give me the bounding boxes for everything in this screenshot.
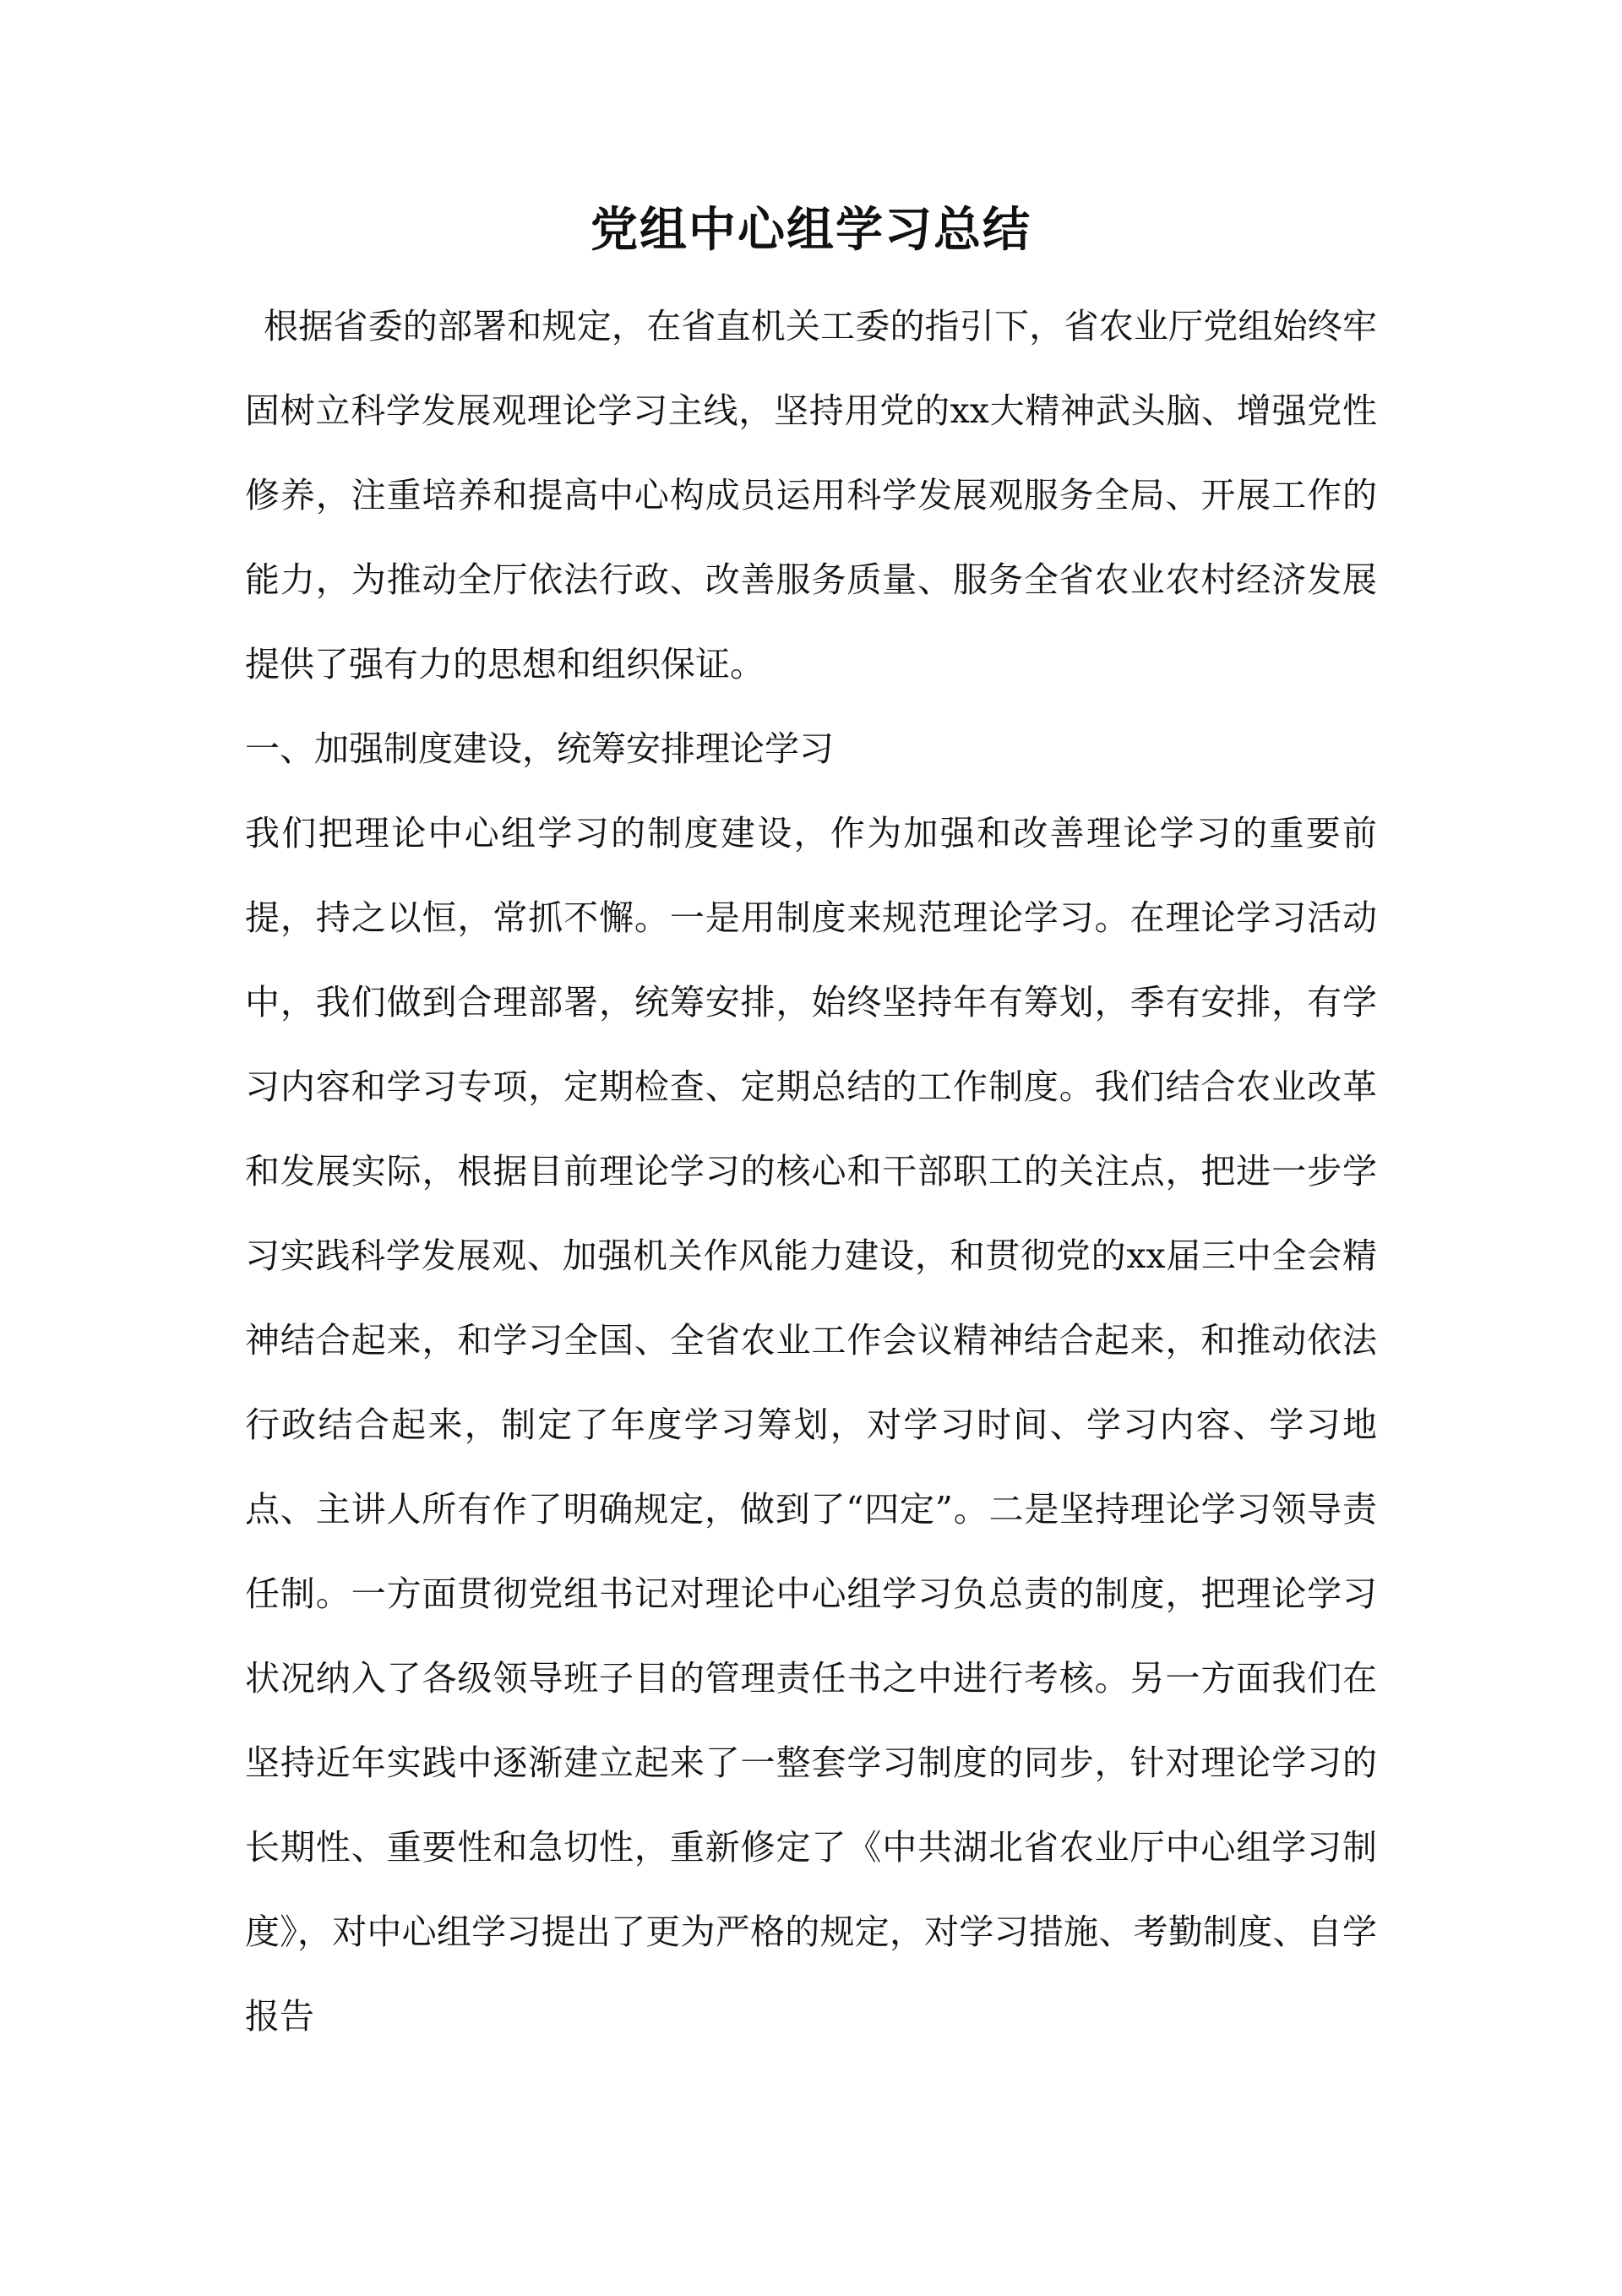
section-heading: 一、加强制度建设，统筹安排理论学习 — [245, 728, 834, 769]
section-paragraph: 我们把理论中心组学习的制度建设，作为加强和改善理论学习的重要前提，持之以恒，常抓不懈。一是用制度来规范理论学习。在理论学习活动中，我们做到合理部署，统筹安排，始终坚持年有筹划，季有安排，有学习内容和学习专项，定期检查、定期总结的工作制度。我们结合农业改革和发展实际，根据目前理论学习的核心和干部职工的关注点，把进一步学习实践科学发展观、加强机关作风能力建设，和贯彻党的xx届三中全会精神结合起来，和学习全国、全省农业工作会议精神结合起来，和推动依法行政结合起来，制定了年度学习筹划，对学习时间、学习内容、学习地点、主讲人所有作了明确规定，做到了“四定”。二是坚持理论学习领导责任制。一方面贯彻党组书记对理论中心组学习负总责的制度，把理论学习状况纳入了各级领导班子目的管理责任书之中进行考核。另一方面我们在坚持近年实践中逐渐建立起来了一整套学习制度的同步，针对理论学习的长期性、重要性和急切性，重新修定了《中共湖北省农业厅中心组学习制度》，对中心组学习提出了更为严格的规定，对学习措施、考勤制度、自学报告 — [245, 813, 1377, 2037]
document-body — [245, 284, 1377, 2059]
document-title: 党组中心组学习总结 — [591, 202, 1031, 258]
intro-paragraph: 根据省委的部署和规定，在省直机关工委的指引下，省农业厅党组始终牢固树立科学发展观理论学习主线，坚持用党的xx大精神武头脑、增强党性修养，注重培养和提高中心构成员运用科学发展观服务全局、开展工作的能力，为推动全厅依法行政、改善服务质量、服务全省农业农村经济发展提供了强有力的思想和组织保证。 — [245, 306, 1377, 684]
